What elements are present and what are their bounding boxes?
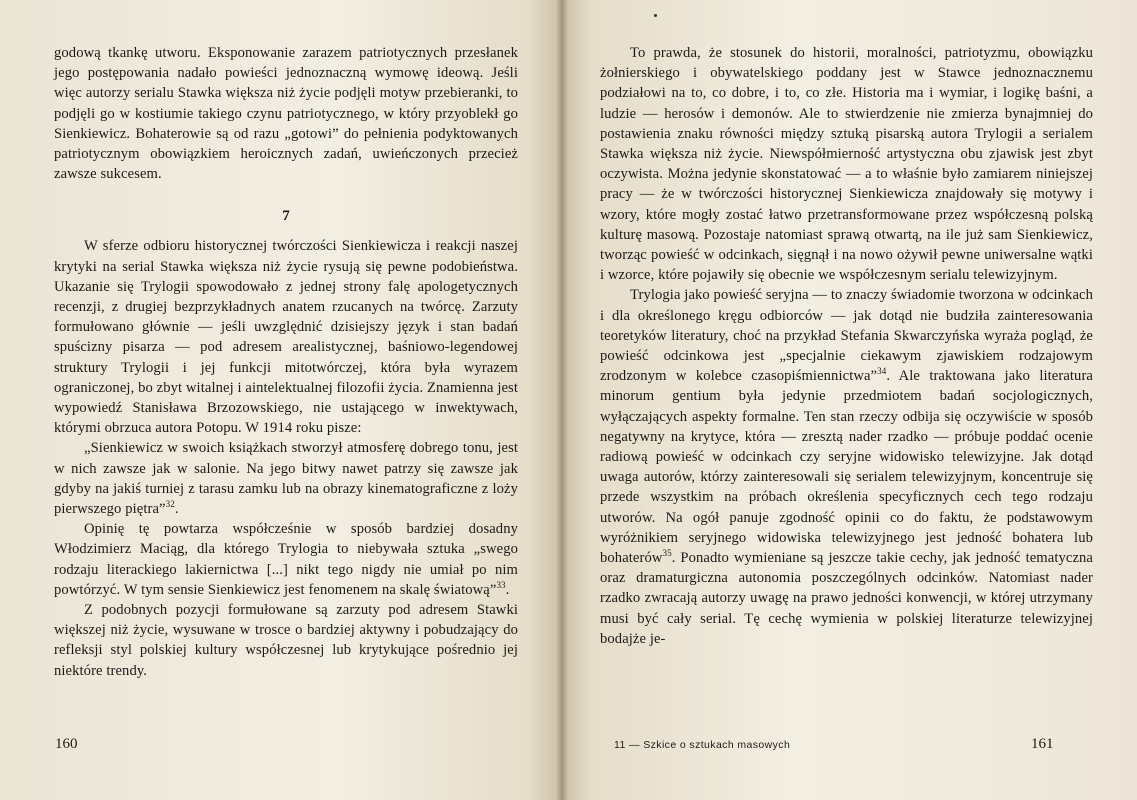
page-number: 161 bbox=[1031, 736, 1054, 752]
page-number: 160 bbox=[55, 736, 78, 752]
left-page-text bbox=[54, 43, 518, 681]
paragraph: Trylogia jako powieść seryjna — to znaczy świadomie tworzona w odcinkach i dla określonego kręgu odbiorców — jak dotąd nie budziła zainteresowania teoretyków literatury, choć na przykład Stefania Skwarczyńska wyraża pogląd, że powieść odcinkowa jest „specjalnie ciekawym zjawiskiem rodzajowym zrodzonym w kolebce czasopiśmiennictwa”$^{34}$. Ale traktowana jako literatura minorum gentium była jedynie przedmiotem badań socjologicznych, wyłączających aspekty formalne. Ten stan rzeczy odbija się oczywiście w sposób negatywny na krytyce, która — zresztą nader rzadko — próbuje poddać ocenie radiową powieść w odcinkach czy seryjne widowisko telewizyjne. Jak dotąd uwaga autorów, którzy zainteresowali się serialem telewizyjnym, koncentruje się przede wszystkim na próbach określenia specyficznych cech tego rodzaju utworów. Na ogół panuje zgodność opinii co do faktu, że podstawowym wyróżnikiem seryjnego widowiska telewizyjnego jest jedność bohatera lub bohaterów$^{35}$. Ponadto wymieniane są jeszcze takie cechy, jak jedność tematyczna oraz dramaturgiczna autonomia poszczególnych odcinków. Natomiast nader rzadko zwracają autorzy uwagę na prawo jedności konwencji, w której utrzymany musi być cały serial. Tę cechę wymienia w polskiej literaturze telewizyjnej bodajże je- bbox=[600, 287, 1094, 647]
running-footer: 11 — Szkice o sztukach masowych bbox=[614, 739, 791, 751]
paragraph: godową tkankę utworu. Eksponowanie zarazem patriotycznych przesłanek jego postępowania nadało powieści jednoznaczną wymowę ideową. Jeśli więc autorzy serialu Stawka większa niż życie podjęli motyw przebieranki, to podjęli go w kostiumie takiego czynu patriotycznego, w który przyoblekł go Sienkiewicz. Bohaterowie są od razu „gotowi” do pełnienia podyktowanych patriotycznym obowiązkiem heroicznych zadań, uwieńczonych przecież zawsze sukcesem. bbox=[54, 45, 518, 183]
quotation: „Sienkiewicz w swoich książkach stworzył atmosferę dobrego tonu, jest w nich zawsze jak w salonie. Na jego bitwy nawet patrzy się zawsze jak gdyby na jakiś turniej z tarasu zamku lub na obrazy kinematograficzne z loży pierwszego piętra”$^{32}$. bbox=[54, 440, 518, 518]
speck bbox=[654, 14, 657, 17]
paragraph: To prawda, że stosunek do historii, moralności, patriotyzmu, obowiązku żołnierskiego i obywatelskiego poddany jest w Stawce jednoznacznemu podziałowi na to, co dobre, i to, co złe. Historia ma i wymiar, i logikę baśni, a ludzie — herosów i demonów. Ale to stwierdzenie nie zmierza bynajmniej do postawienia znaku równości między sztuką pisarską autora Trylogii a serialem Stawka większa niż życie. Niewspółmierność artystyczna obu zjawisk jest zbyt oczywista. Można jedynie skonstatować — a to właśnie było zamiarem niniejszej pracy — że w twórczości historycznej Sienkiewicza znajdowały się motywy i wzory, które mogły zostać łatwo przetransformowane przez współczesną polską kulturę masową. Pozostaje natomiast sprawą otwartą, na ile już sam Sienkiewicz, tworząc powieść w odcinkach, sięgnął i na nowo ożywił pewne uniwersalne wątki i wzorce, które pojawiły się obecnie we współczesnym serialu telewizyjnym. bbox=[600, 45, 1093, 284]
footnote-ref: 35 bbox=[662, 548, 672, 559]
paragraph: Z podobnych pozycji formułowane są zarzuty pod adresem Stawki większej niż życie, wysuwane w trosce o bardziej aktywny i pobudzający do refleksji styl polskiej kultury współczesnej lub krytykujące pośrednio jej niektóre trendy. bbox=[54, 602, 518, 679]
section-number: 7 bbox=[282, 208, 290, 225]
footnote-ref: 33 bbox=[496, 580, 506, 591]
left-page bbox=[0, 0, 562, 800]
paragraph: W sferze odbioru historycznej twórczości Sienkiewicza i reakcji naszej krytyki na serial Stawka większa niż życie rysują się pewne podobieństwa. Ukazanie się Trylogii spowodowało z jednej strony falę apologetycznych recenzji, z drugiej bezprzykładnych anatem rzucanych na twórcę. Zarzuty formułowano głównie — jeśli uwzględnić dzisiejszy język i stan badań spuścizny pisarza — pod adresem arealistycznej, baśniowo-legendowej struktury Trylogii i jej funkcji mitotwórczej, która była wyrazem ograniczonej, bo zbyt witalnej i aintelektualnej filozofii życia. Znamienna jest wypowiedź Stanisława Brzozowskiego, nie ustającego w inwektywach, którymi obrzuca autora Potopu. W 1914 roku pisze: bbox=[54, 238, 518, 437]
paragraph: Opinię tę powtarza współcześnie w sposób bardziej dosadny Włodzimierz Maciąg, dla którego Trylogia to niebywała sztuka „swego rodzaju literackiego lakiernictwa [...] nikt tego nigdy nie umiał po nim powtórzyć. W tym sensie Sienkiewicz jest fenomenem na skalę światową”$^{33}$. bbox=[54, 521, 518, 598]
right-page-text bbox=[600, 43, 1093, 649]
footnote-ref: 34 bbox=[877, 366, 887, 377]
right-page bbox=[562, 0, 1137, 800]
footnote-ref: 32 bbox=[165, 499, 175, 510]
book-gutter bbox=[556, 0, 568, 800]
